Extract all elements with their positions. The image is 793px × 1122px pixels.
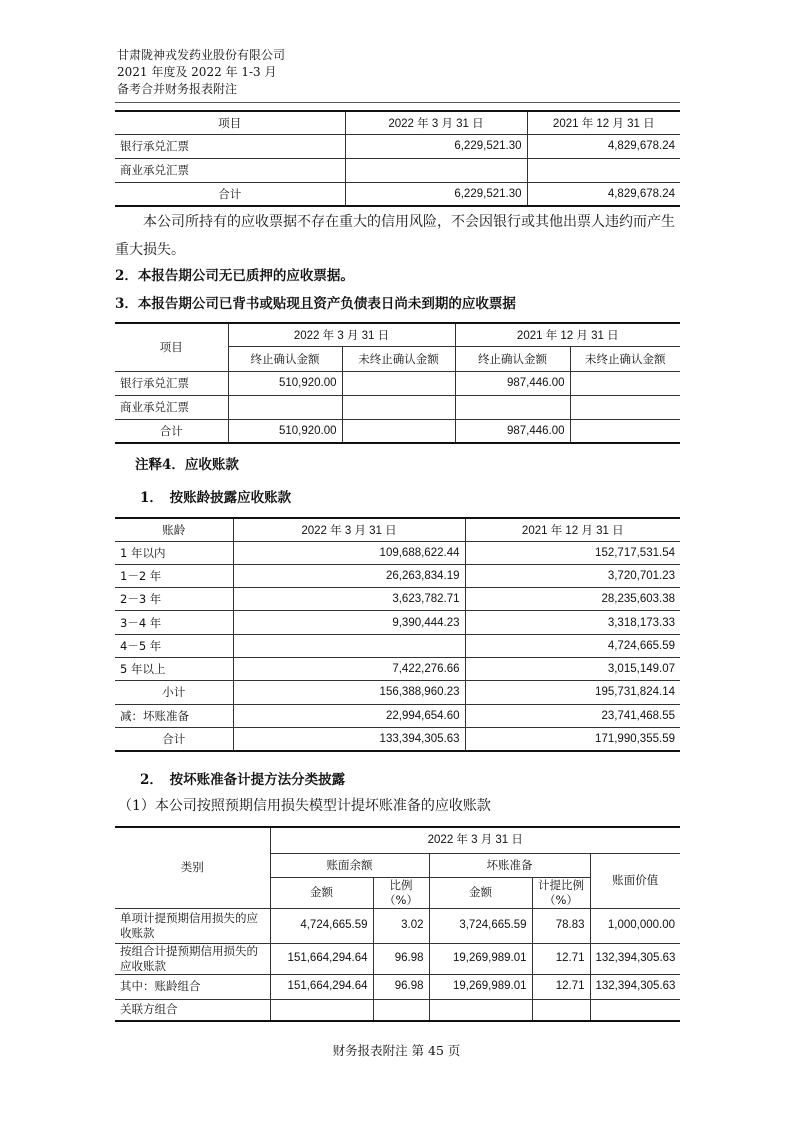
table-row — [115, 395, 680, 419]
cell-value: 987,446.00 — [455, 371, 570, 395]
header-bad-debt: 坏账准备 — [429, 853, 590, 877]
heading-no-pledged: 2．本报告期公司无已质押的应收票据。 — [115, 268, 354, 284]
table-row — [115, 908, 680, 943]
cell-value: 96.98 — [373, 974, 429, 999]
header-date-2022: 2022 年 3 月 31 日 — [233, 518, 465, 541]
row-label: 2－3 年 — [115, 588, 233, 611]
header-derecognized: 终止确认金额 — [228, 346, 342, 371]
cell-value: 152,717,531.54 — [465, 541, 680, 564]
table-row — [115, 943, 680, 974]
report-period: 2021 年度及 2022 年 1-3 月 — [117, 65, 277, 79]
cell-value: 4,829,678.24 — [527, 134, 680, 158]
cell-value: 156,388,960.23 — [233, 681, 465, 704]
header-date-2022: 2022 年 3 月 31 日 — [270, 827, 680, 853]
cell-value: 4,724,665.59 — [465, 634, 680, 657]
cell-value: 109,688,622.44 — [233, 541, 465, 564]
cell-value — [270, 999, 373, 1021]
cell-value: 12.71 — [532, 974, 590, 999]
header-aging: 账龄 — [115, 518, 233, 541]
cell-value — [570, 419, 680, 443]
cell-value — [342, 395, 455, 419]
cell-value — [345, 158, 527, 182]
cell-value: 171,990,355.59 — [465, 727, 680, 750]
cell-value: 7,422,276.66 — [233, 657, 465, 680]
table-row — [115, 727, 680, 750]
cell-value: 6,229,521.30 — [345, 182, 527, 206]
notes-receivable-table — [115, 110, 680, 207]
cell-value: 6,229,521.30 — [345, 134, 527, 158]
header-date-2021: 2021 年 12 月 31 日 — [527, 111, 680, 134]
cell-value: 132,394,305.63 — [590, 974, 680, 999]
cell-value: 19,269,989.01 — [429, 943, 532, 974]
header-provision-ratio: 计提比例（%） — [532, 877, 590, 908]
cell-value: 3.02 — [373, 908, 429, 943]
cell-value: 1,000,000.00 — [590, 908, 680, 943]
row-label: 关联方组合 — [115, 999, 270, 1021]
header-date-2022: 2022 年 3 月 31 日 — [345, 111, 527, 134]
row-label: 合计 — [115, 182, 345, 206]
table-header-row — [115, 827, 680, 853]
cell-value — [532, 999, 590, 1021]
subsection-heading: （1）本公司按照预期信用损失模型计提坏账准备的应收账款 — [118, 798, 491, 814]
table-row — [115, 371, 680, 395]
row-label: 其中：账龄组合 — [115, 974, 270, 999]
row-label: 小计 — [115, 681, 233, 704]
cell-value: 4,829,678.24 — [527, 182, 680, 206]
aging-table — [115, 517, 680, 752]
row-label: 减：坏账准备 — [115, 704, 233, 727]
header-date-2021: 2021 年 12 月 31 日 — [455, 323, 680, 346]
table-row — [115, 999, 680, 1021]
row-label: 按组合计提预期信用损失的应收账款 — [115, 943, 270, 974]
cell-value — [228, 395, 342, 419]
row-label: 银行承兑汇票 — [115, 371, 228, 395]
cell-value: 22,994,654.60 — [233, 704, 465, 727]
row-label: 合计 — [115, 727, 233, 750]
row-label: 商业承兑汇票 — [115, 395, 228, 419]
cell-value: 23,741,468.55 — [465, 704, 680, 727]
cell-value: 510,920.00 — [228, 371, 342, 395]
table-header-row — [115, 518, 680, 541]
cell-value: 9,390,444.23 — [233, 611, 465, 634]
table-header-row — [115, 323, 680, 346]
cell-value: 133,394,305.63 — [233, 727, 465, 750]
note4-heading: 注释4．应收账款 — [135, 457, 239, 473]
cell-value: 195,731,824.14 — [465, 681, 680, 704]
cell-value — [570, 371, 680, 395]
cell-value: 96.98 — [373, 943, 429, 974]
cell-value — [373, 999, 429, 1021]
cell-value: 12.71 — [532, 943, 590, 974]
row-label: 银行承兑汇票 — [115, 134, 345, 158]
table-row — [115, 588, 680, 611]
cell-value: 3,015,149.07 — [465, 657, 680, 680]
header-item: 项目 — [115, 323, 228, 371]
cell-value: 26,263,834.19 — [233, 564, 465, 587]
cell-value — [342, 371, 455, 395]
row-label: 1 年以内 — [115, 541, 233, 564]
cell-value — [429, 999, 532, 1021]
cell-value: 151,664,294.64 — [270, 943, 373, 974]
cell-value: 132,394,305.63 — [590, 943, 680, 974]
header-amount: 金额 — [429, 877, 532, 908]
header-date-2022: 2022 年 3 月 31 日 — [228, 323, 455, 346]
document-title: 备考合并财务报表附注 — [117, 82, 238, 96]
table-row — [115, 182, 680, 206]
header-book-balance: 账面余额 — [270, 853, 429, 877]
table-row — [115, 158, 680, 182]
cell-value: 987,446.00 — [455, 419, 570, 443]
cell-value: 19,269,989.01 — [429, 974, 532, 999]
endorsed-notes-table — [115, 322, 680, 444]
cell-value: 4,724,665.59 — [270, 908, 373, 943]
cell-value: 78.83 — [532, 908, 590, 943]
row-label: 3－4 年 — [115, 611, 233, 634]
company-name: 甘肃陇神戎发药业股份有限公司 — [117, 48, 286, 62]
cell-value: 3,724,665.59 — [429, 908, 532, 943]
table-header-row — [115, 111, 680, 134]
header-amount: 金额 — [270, 877, 373, 908]
credit-risk-paragraph: 本公司所持有的应收票据不存在重大的信用风险，不会因银行或其他出票人违约而产生重大损失。 — [115, 214, 675, 258]
classification-section-heading: 2． 按坏账准备计提方法分类披露 — [140, 772, 346, 788]
table-row — [115, 657, 680, 680]
table-row — [115, 974, 680, 999]
header-category: 类别 — [115, 827, 270, 908]
bad-debt-classification-table — [115, 826, 680, 1022]
cell-value: 3,623,782.71 — [233, 588, 465, 611]
cell-value — [590, 999, 680, 1021]
table-row — [115, 704, 680, 727]
header-not-derecognized: 未终止确认金额 — [570, 346, 680, 371]
row-label: 商业承兑汇票 — [115, 158, 345, 182]
cell-value: 151,664,294.64 — [270, 974, 373, 999]
cell-value — [233, 634, 465, 657]
cell-value: 3,720,701.23 — [465, 564, 680, 587]
cell-value: 3,318,173.33 — [465, 611, 680, 634]
row-label: 5 年以上 — [115, 657, 233, 680]
heading-endorsed: 3．本报告期公司已背书或贴现且资产负债表日尚未到期的应收票据 — [115, 296, 516, 312]
row-label: 1－2 年 — [115, 564, 233, 587]
header-derecognized: 终止确认金额 — [455, 346, 570, 371]
aging-section-heading: 1． 按账龄披露应收账款 — [140, 490, 292, 506]
cell-value — [455, 395, 570, 419]
header-ratio: 比例（%） — [373, 877, 429, 908]
table-row — [115, 419, 680, 443]
cell-value — [527, 158, 680, 182]
cell-value — [570, 395, 680, 419]
table-row — [115, 681, 680, 704]
cell-value — [342, 419, 455, 443]
header-divider — [115, 102, 680, 103]
table-row — [115, 634, 680, 657]
header-item: 项目 — [115, 111, 345, 134]
table-row — [115, 611, 680, 634]
row-label: 单项计提预期信用损失的应收账款 — [115, 908, 270, 943]
row-label: 4－5 年 — [115, 634, 233, 657]
page-footer: 财务报表附注 第 45 页 — [332, 1043, 461, 1058]
table-row — [115, 541, 680, 564]
header-book-value: 账面价值 — [590, 853, 680, 908]
row-label: 合计 — [115, 419, 228, 443]
table-row — [115, 134, 680, 158]
table-row — [115, 564, 680, 587]
cell-value: 510,920.00 — [228, 419, 342, 443]
header-not-derecognized: 未终止确认金额 — [342, 346, 455, 371]
cell-value: 28,235,603.38 — [465, 588, 680, 611]
header-date-2021: 2021 年 12 月 31 日 — [465, 518, 680, 541]
